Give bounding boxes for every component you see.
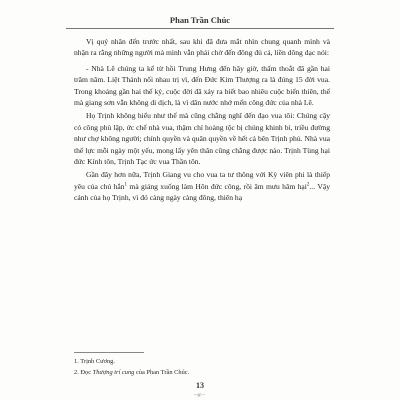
page-ornament: ~@~	[193, 392, 206, 397]
footnote-2-suffix: của Phan Trần Chúc.	[134, 368, 190, 376]
paragraph-3: Họ Trịnh không hiểu như thế mà cũng chẳng nghĩ đến đạo vua tôi: Chúng cậy có công phù lập, ức chế nhà vua, thậm chí hoàng tộc bị chúng khinh bỉ, triều đường như chợ không người; chính quyền và quân quyền về hết cả bên Trịnh phủ. Nhà vua thế lực mỗi ngày một yếu, mong lấy yên thân cũng chẳng được nào. Trịnh Tùng hại đức Kính tôn, Trịnh Tạc ức vua Thần tôn.	[74, 111, 330, 167]
footnotes	[74, 357, 330, 378]
footnote-rule	[74, 352, 144, 353]
paragraph-4-part-2: mà giáng xuống làm Hôn đức công, rồi âm mưu hãm hại	[127, 181, 307, 191]
paragraph-4	[74, 169, 330, 203]
footnote-2-prefix: 2. Đọc	[74, 368, 93, 376]
footnote-2-title: Thượng trí cung	[92, 368, 135, 376]
footnote-2	[74, 368, 330, 379]
paragraph-4-part-1: Gần đây hơn nữa, Trịnh Giang vu cho vua ta tư thông với Kỳ viên phi là thiếp yêu của chú hắn	[74, 170, 330, 191]
paragraph-4-part-3: ... Vậy cánh của họ Trịnh, vì đó càng ngày càng đông, thiên hạ	[74, 181, 330, 203]
body-text	[74, 36, 330, 206]
paragraph-2: - Nhà Lê chúng ta kể từ hồi Trung Hưng đến hây giờ, thấm thoắt đã gần hai trăm năm. Liệt Thánh nối nhau trị vì, đến Đức Kim Thượng ra là đúng 15 đời vua. Trong khoảng gần hai thế kỷ, cuộc đời đã xảy ra biết bao nhiêu cuộc biến thiên, thế mà giang sơn vẫn không di dịch, là vì dân nước nhớ mến công đức của nhà Lê.	[74, 63, 330, 108]
footnote-ref-1: 1	[124, 182, 128, 188]
footnote-1: 1. Trịnh Cương.	[74, 358, 115, 365]
header-rule	[66, 28, 334, 29]
footnote-ref-2: 2	[306, 182, 310, 188]
running-header: Phan Trần Chúc	[169, 15, 231, 25]
paragraph-1: Vị quý nhân đến trước nhất, sau khi đã đưa mắt nhìn chung quanh mình và nhận ra rằng những người mà mình vẫn phải chờ đến đông đủ cả, liền dõng dạc nói:	[74, 37, 330, 58]
page-number: 13	[196, 381, 204, 390]
